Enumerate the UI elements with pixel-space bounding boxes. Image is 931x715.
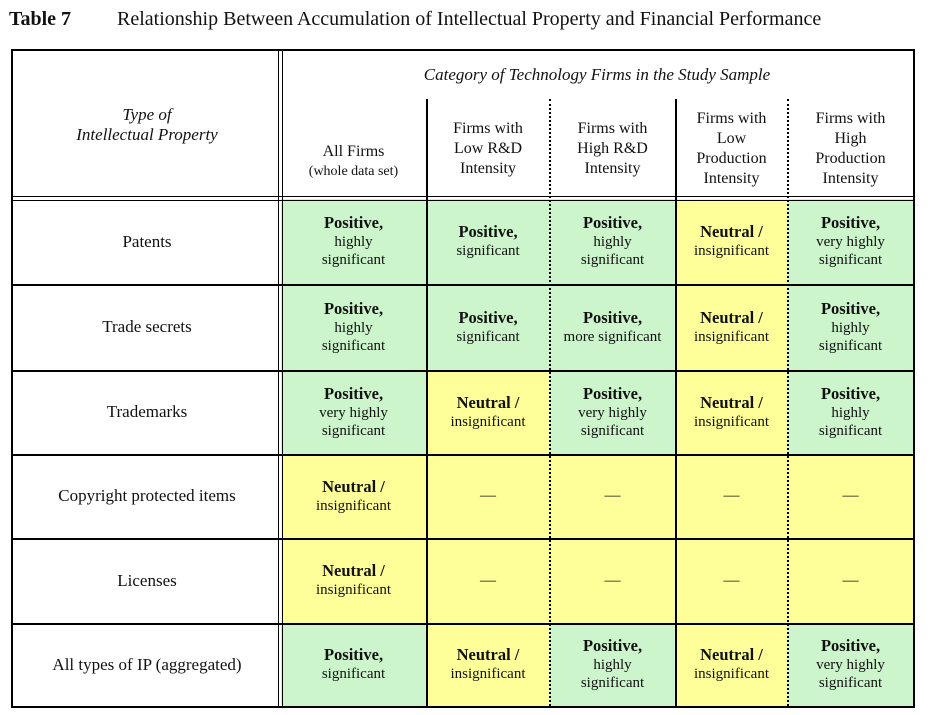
column-header xyxy=(550,99,675,199)
result-punct: , xyxy=(637,636,643,655)
empty-dash: — xyxy=(723,487,740,504)
result-detail: very highly xyxy=(578,404,647,421)
result-keyword: Positive xyxy=(323,383,379,403)
column-header xyxy=(426,99,550,199)
result-punct: , xyxy=(378,383,384,403)
corner-header xyxy=(13,51,281,199)
result-cell xyxy=(281,284,426,370)
result-cell xyxy=(550,284,675,370)
result-cell xyxy=(281,370,426,454)
row-label-text: Licenses xyxy=(117,570,177,590)
row-label-text: Trade secrets xyxy=(102,317,192,336)
result-keyword-line xyxy=(324,214,383,233)
result-detail: significant xyxy=(818,337,883,354)
result-detail: insignificant xyxy=(694,243,769,259)
row-divider xyxy=(13,454,913,456)
result-keyword: Neutral xyxy=(700,222,755,241)
table-title: Relationship Between Accumulation of Intellectual Property and Financial Performance xyxy=(117,8,822,30)
result-cell xyxy=(788,538,913,623)
empty-dash: — xyxy=(480,487,496,504)
row-label-text: All types of IP (aggregated) xyxy=(52,654,242,674)
result-punct: / xyxy=(754,392,763,412)
result-keyword: Positive xyxy=(323,645,379,664)
column-divider-dotted xyxy=(787,99,789,706)
result-cell xyxy=(788,623,913,706)
result-cell xyxy=(675,284,788,370)
column-header-line: High xyxy=(834,130,867,147)
result-keyword: Neutral xyxy=(322,476,377,496)
corner-header-line: Intellectual Property xyxy=(76,125,218,144)
result-cell xyxy=(281,623,426,706)
result-cell xyxy=(281,454,426,538)
result-detail: more significant xyxy=(563,328,662,345)
label-column-divider xyxy=(282,51,283,706)
result-detail: insignificant xyxy=(316,497,391,514)
result-punct: / xyxy=(376,561,385,580)
column-header-line: Low xyxy=(716,130,747,147)
result-cell xyxy=(788,370,913,454)
row-label xyxy=(13,284,281,370)
column-header xyxy=(675,99,788,199)
result-cell xyxy=(426,370,550,454)
result-detail: insignificant xyxy=(450,413,526,430)
result-keyword-line xyxy=(458,309,517,328)
column-header-subtitle: (whole data set) xyxy=(308,164,399,179)
result-punct: , xyxy=(378,645,384,664)
column-header-line: Firms with xyxy=(696,110,767,127)
column-header-line: Firms with xyxy=(577,120,648,137)
result-detail: insignificant xyxy=(694,413,769,430)
result-detail: insignificant xyxy=(694,328,769,345)
result-keyword: Neutral xyxy=(456,645,511,664)
result-punct: / xyxy=(754,307,763,327)
result-cell xyxy=(788,454,913,538)
result-punct: / xyxy=(510,392,520,412)
result-keyword-line xyxy=(583,309,642,328)
result-keyword-line xyxy=(324,385,383,404)
result-cell xyxy=(675,370,788,454)
result-punct: / xyxy=(510,645,520,664)
result-keyword-line xyxy=(324,300,383,319)
result-detail: insignificant xyxy=(694,666,769,682)
result-punct: , xyxy=(637,307,643,327)
result-keyword: Positive xyxy=(582,383,638,403)
result-punct: , xyxy=(378,213,384,232)
result-keyword: Positive xyxy=(458,222,514,241)
result-keyword: Positive xyxy=(820,383,876,403)
result-detail: significant xyxy=(321,337,386,354)
result-cell xyxy=(550,199,675,284)
result-keyword-line xyxy=(700,223,763,242)
result-punct: , xyxy=(513,222,518,241)
row-label xyxy=(13,623,281,706)
empty-dash: — xyxy=(842,571,859,589)
result-cell xyxy=(550,538,675,623)
column-header-line: Intensity xyxy=(703,170,760,187)
result-punct: , xyxy=(637,213,643,232)
column-header xyxy=(281,99,426,199)
column-header-line: High R&D xyxy=(577,140,648,157)
result-cell xyxy=(426,199,550,284)
result-punct: , xyxy=(875,383,881,403)
row-label xyxy=(13,199,281,284)
result-detail: very highly xyxy=(319,404,388,421)
result-detail: highly xyxy=(831,319,870,336)
row-label-text: Trademarks xyxy=(106,402,188,421)
result-keyword-line xyxy=(700,394,763,413)
result-cell xyxy=(788,284,913,370)
column-header-line: Firms with xyxy=(815,110,886,127)
result-cell xyxy=(675,199,788,284)
result-keyword: Positive xyxy=(820,213,876,232)
result-keyword: Positive xyxy=(820,636,876,655)
result-punct: , xyxy=(378,298,384,318)
result-detail: significant xyxy=(580,422,645,439)
result-cell xyxy=(281,199,426,284)
row-label-text: Patents xyxy=(122,231,172,251)
result-detail: significant xyxy=(321,666,386,682)
column-divider xyxy=(426,99,428,706)
column-group-header xyxy=(281,51,913,99)
empty-dash: — xyxy=(604,487,621,504)
result-keyword-line xyxy=(322,562,385,581)
result-keyword-line xyxy=(458,223,517,242)
result-cell xyxy=(675,623,788,706)
result-detail: significant xyxy=(580,252,645,268)
result-keyword: Positive xyxy=(582,213,638,232)
result-cell xyxy=(426,538,550,623)
result-detail: very highly xyxy=(816,657,885,673)
row-divider xyxy=(13,284,913,286)
result-detail: insignificant xyxy=(450,666,526,682)
result-detail: significant xyxy=(321,252,386,268)
result-keyword: Neutral xyxy=(322,561,377,580)
result-punct: , xyxy=(513,307,518,327)
result-punct: , xyxy=(875,213,881,232)
result-cell xyxy=(281,538,426,623)
result-detail: highly xyxy=(831,404,870,421)
row-divider xyxy=(13,623,913,625)
result-keyword-line xyxy=(821,637,880,656)
row-label xyxy=(13,538,281,623)
table-caption xyxy=(9,8,924,36)
result-detail: insignificant xyxy=(316,582,391,598)
corner-header-line: Type of xyxy=(122,105,172,124)
result-keyword: Neutral xyxy=(700,392,755,412)
row-label xyxy=(13,370,281,454)
result-keyword-line xyxy=(821,214,880,233)
result-detail: highly xyxy=(334,234,373,250)
result-keyword-line xyxy=(457,646,520,665)
results-table xyxy=(11,49,915,708)
result-punct: , xyxy=(875,298,881,318)
result-detail: highly xyxy=(593,234,632,250)
result-detail: highly xyxy=(593,657,632,673)
result-keyword-line xyxy=(457,394,520,413)
result-keyword-line xyxy=(821,300,880,319)
result-keyword: Neutral xyxy=(700,645,755,664)
result-punct: / xyxy=(754,222,763,241)
result-cell xyxy=(550,370,675,454)
result-detail: significant xyxy=(818,675,883,691)
result-keyword: Neutral xyxy=(456,392,511,412)
result-punct: / xyxy=(376,476,385,496)
result-detail: significant xyxy=(456,243,520,259)
result-detail: significant xyxy=(818,422,883,439)
column-header-line: All Firms xyxy=(322,143,385,160)
result-keyword-line xyxy=(700,646,763,665)
header-divider xyxy=(13,200,913,201)
result-keyword: Positive xyxy=(323,298,379,318)
result-cell xyxy=(550,623,675,706)
result-punct: , xyxy=(875,636,881,655)
column-header-line: Low R&D xyxy=(454,140,522,157)
result-cell xyxy=(550,454,675,538)
result-cell xyxy=(675,538,788,623)
result-detail: significant xyxy=(456,328,520,345)
result-keyword: Positive xyxy=(323,213,379,232)
row-divider xyxy=(13,370,913,372)
result-detail: very highly xyxy=(816,234,885,250)
result-keyword: Positive xyxy=(820,298,876,318)
empty-dash: — xyxy=(480,571,496,589)
result-detail: significant xyxy=(580,675,645,691)
header-divider xyxy=(13,196,913,197)
empty-dash: — xyxy=(842,487,859,504)
result-cell xyxy=(788,199,913,284)
result-keyword-line xyxy=(700,309,763,328)
column-header-line: Intensity xyxy=(584,160,641,177)
result-keyword-line xyxy=(322,478,385,497)
label-column-divider xyxy=(278,51,279,706)
empty-dash: — xyxy=(723,571,740,589)
result-detail: highly xyxy=(334,319,373,336)
result-keyword: Neutral xyxy=(700,307,755,327)
result-detail: significant xyxy=(321,422,386,439)
result-keyword-line xyxy=(583,637,642,656)
table-number: Table 7 xyxy=(9,8,72,30)
row-divider xyxy=(13,538,913,540)
column-divider xyxy=(675,99,677,706)
column-header-line: Intensity xyxy=(460,160,516,177)
result-detail: significant xyxy=(818,252,883,268)
row-label xyxy=(13,454,281,538)
result-keyword: Positive xyxy=(458,307,514,327)
column-group-label: Category of Technology Firms in the Study Sample xyxy=(423,65,771,84)
empty-dash: — xyxy=(604,571,621,589)
column-header-line: Production xyxy=(696,150,767,167)
column-header-line: Firms with xyxy=(453,120,523,137)
column-header-line: Production xyxy=(815,150,886,167)
result-cell xyxy=(426,284,550,370)
result-keyword-line xyxy=(324,646,383,665)
result-punct: / xyxy=(754,645,763,664)
result-cell xyxy=(675,454,788,538)
result-keyword-line xyxy=(583,385,642,404)
result-keyword: Positive xyxy=(582,636,638,655)
column-divider-dotted xyxy=(549,99,551,706)
result-punct: , xyxy=(637,383,643,403)
result-keyword-line xyxy=(821,385,880,404)
result-keyword-line xyxy=(583,214,642,233)
column-header xyxy=(788,99,913,199)
result-keyword: Positive xyxy=(582,307,638,327)
result-cell xyxy=(426,623,550,706)
column-header-line: Intensity xyxy=(822,170,879,187)
row-label-text: Copyright protected items xyxy=(58,486,236,505)
result-cell xyxy=(426,454,550,538)
